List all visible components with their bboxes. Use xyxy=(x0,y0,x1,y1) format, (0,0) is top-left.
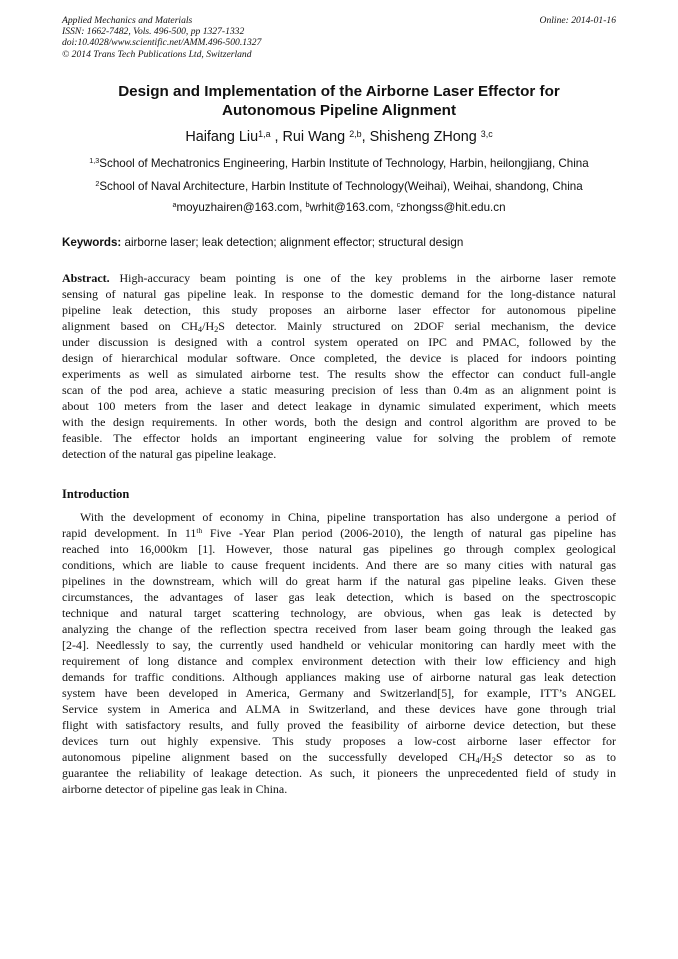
author-list: Haifang Liu$^{1,a}$ , Rui Wang $^{2,b}$, Shisheng ZHong $^{3,c}$ xyxy=(185,128,493,145)
intro-line: With the development of economy in China, pipeline transportation has also undergone a period of xyxy=(80,510,616,524)
email-address: zhongss@hit.edu.cn xyxy=(400,201,506,214)
affiliation-2 xyxy=(62,180,616,194)
keywords-label: Keywords: xyxy=(62,236,122,249)
email-sup: c xyxy=(396,200,401,210)
intro-line: requirement of long distance and complex environment detection with their low efficiency and high xyxy=(62,654,616,668)
abstract-line: under discussion is designed with a control system operated on IPC and PMAC, followed by the xyxy=(62,335,616,349)
abstract-line: design of hierarchical modular software. Once completed, the device is placed for indoors pointing xyxy=(62,351,616,365)
abstract-line: alignment based on $CH_4/H_2S$ detector. Mainly structured on 2DOF serial mechanism, the device xyxy=(62,319,617,335)
abstract-line: feasible. The effector holds an important engineering value for solving the problem of remote xyxy=(62,431,616,445)
journal-meta xyxy=(62,15,261,60)
copyright-line: © 2014 Trans Tech Publications Ltd, Switzerland xyxy=(62,48,252,60)
intro-line: devices turn out highly expensive. This study proposes a low-cost airborne laser effector for xyxy=(62,734,616,748)
intro-line: conditions, which are liable to cause frequent incidents. And there are so many cities with natural gas xyxy=(62,558,616,572)
email-list: $^a$moyuzhairen@163.com, $^b$wrhit@163.com, $^c$zhongss@hit.edu.cn xyxy=(172,200,506,214)
intro-line: analyzing the change of the reflection spectra received from laser beam going through the leaked gas xyxy=(62,622,616,636)
abstract-label: Abstract. xyxy=(62,271,110,285)
intro-line: flight with satisfactory results, and fully proved the feasibility of airborne device detection, but these xyxy=(62,718,616,732)
author-name: Rui Wang xyxy=(282,129,346,145)
abstract-line: with the design requirements. In other words, both the design and control algorithm are proved to be xyxy=(62,415,616,429)
abstract-line: pipeline leak detection, this study proposes an airborne laser effector for autonomous pipeline xyxy=(62,303,616,317)
intro-line: rapid development. In 11th Five -Year Plan period (2006-2010), the length of natural gas pipeline has xyxy=(62,526,616,540)
affiliation-text: School of Mechatronics Engineering, Harbin Institute of Technology, Harbin, heilongjiang, China xyxy=(99,157,589,170)
affiliation-sup: 1,3 xyxy=(89,156,100,166)
author-sup: 3,c xyxy=(480,128,493,139)
email-address: moyuzhairen@163.com xyxy=(176,201,300,214)
affiliation-text: School of Naval Architecture, Harbin Institute of Technology(Weihai), Weihai, shandong, China xyxy=(99,180,583,193)
author-sup: 1,a xyxy=(258,128,271,139)
intro-line: [2-4]. Needlessly to say, the currently used handheld or vehicular monitoring can hardly meet with the xyxy=(62,638,616,652)
intro-line: system have been developed in America, Germany and Switzerland[5], for example, ITT’s ANGEL xyxy=(62,686,616,700)
email-sup: b xyxy=(305,200,310,210)
intro-line: pipelines in the downstream, which will do great harm if the natural gas pipeline leaks. Given these xyxy=(62,574,616,588)
abstract-line: Abstract. High-accuracy beam pointing is one of the key problems in the airborne laser remote xyxy=(62,271,616,285)
doi-line: doi:10.4028/www.scientific.net/AMM.496-500.1327 xyxy=(62,37,262,49)
abstract-line: scan of the pod area, achieve a static measuring precision of less than 0.4m as an alignment point is xyxy=(62,383,616,397)
paper-title xyxy=(62,82,616,120)
author-name: Shisheng ZHong xyxy=(369,129,477,145)
title-line-2: Autonomous Pipeline Alignment xyxy=(222,102,456,119)
email-sup: a xyxy=(172,200,177,210)
keywords xyxy=(62,236,463,250)
email-address: wrhit@163.com xyxy=(309,201,391,214)
affiliation-sup: 2 xyxy=(95,179,100,189)
issn-line: ISSN: 1662-7482, Vols. 496-500, pp 1327-1332 xyxy=(62,26,245,38)
abstract-line: detection of the natural gas pipeline leakage. xyxy=(62,447,277,461)
abstract-line: sensing of natural gas pipeline leak. In response to the domestic demand for the long-distance natural xyxy=(62,287,616,301)
intro-line: autonomous pipeline alignment based on the successfully developed $CH_4/H_2S$ detector so as to xyxy=(62,750,616,766)
keywords-text: airborne laser; leak detection; alignment effector; structural design xyxy=(124,236,464,249)
intro-line: circumstances, the advantages of laser gas leak detection, which is based on the spectroscopic xyxy=(62,590,616,604)
intro-line: demands for traffic conditions. Although appliances making use of airborne natural gas leak detection xyxy=(62,670,616,684)
abstract-line: about 100 meters from the laser and detect leakage in dynamic simulated experiment, which meets xyxy=(62,399,616,413)
author-sup: 2,b xyxy=(349,128,362,139)
intro-line: technique and natural target scattering technology, are obvious, when gas leak is detected by xyxy=(62,606,616,620)
abstract-line: experiments as well as simulated airborne test. The results show the effector can conduct full-angle xyxy=(62,367,616,381)
author-name: Haifang Liu xyxy=(185,129,259,145)
title-line-1: Design and Implementation of the Airborne Laser Effector for xyxy=(118,83,560,100)
intro-line: reached into 16,000km [1]. However, those natural gas pipelines go through complex geological xyxy=(62,542,616,556)
journal-name: Applied Mechanics and Materials xyxy=(62,15,193,26)
intro-line: guarantee the reliability of leakage detection. As such, it pioneers the unprecedented field of study in xyxy=(62,766,616,780)
intro-line: airborne detector of pipeline gas leak in China. xyxy=(62,782,288,796)
online-date: Online: 2014-01-16 xyxy=(539,15,616,26)
section-heading-introduction: Introduction xyxy=(62,487,130,501)
intro-line: Service system in America and ALMA in Switzerland, and these devices have gone through trial xyxy=(62,702,616,716)
affiliation-1 xyxy=(62,157,616,171)
